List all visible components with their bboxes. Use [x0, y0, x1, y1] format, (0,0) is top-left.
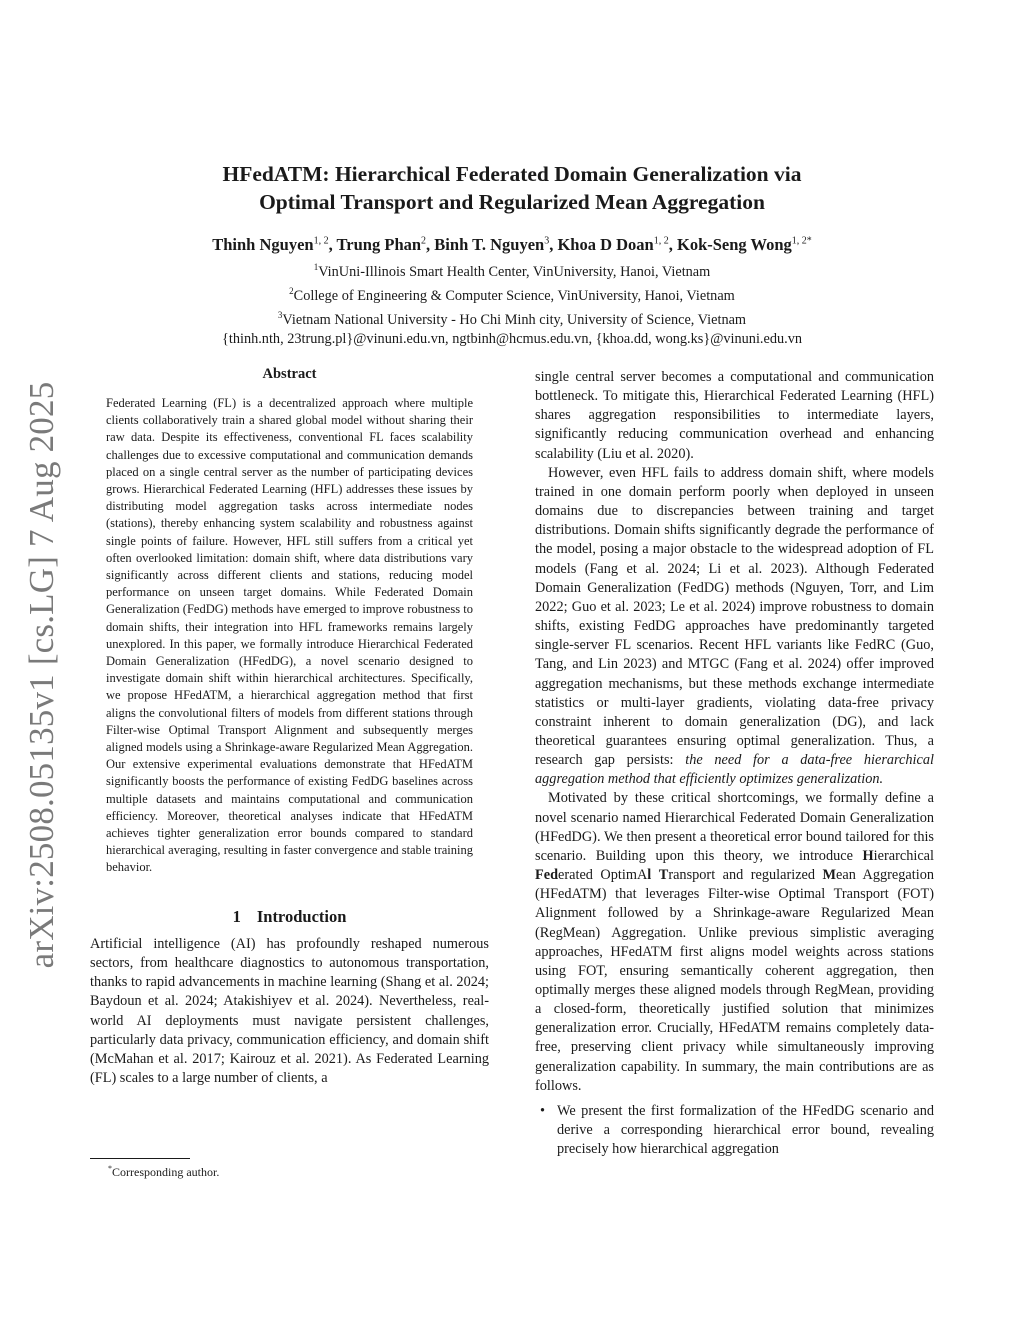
paper-title [100, 160, 924, 216]
intro-paragraph-1: Artificial intelligence (AI) has profoundly reshaped numerous sectors, from healthcare diagnostics to autonomous transportation, thanks to rapid advancements in machine learning (Shang et al. 2024; Baydoun et al. 2024; Atakishiyev et al. 2024). Nevertheless, real-world AI deployments must navigate persistent challenges, particularly data privacy, communication efficiency, and domain shift (McMahan et al. 2017; Kairouz et al. 2021). As Federated Learning (FL) scales to a large number of clients, a [90, 935, 489, 1087]
bullet-icon: • [540, 1102, 546, 1119]
author: Khoa D Doan$^{1, 2}$, [557, 234, 677, 254]
title-line-1: HFedATM: Hierarchical Federated Domain Generalization via [222, 162, 802, 186]
affiliation: $^2$College of Engineering & Computer Science, VinUniversity, Hanoi, Vietnam [289, 286, 735, 304]
abstract-heading: Abstract [262, 366, 317, 382]
title-line-2: Optimal Transport and Regularized Mean Aggregation [259, 190, 765, 214]
section-heading-introduction [90, 907, 489, 927]
footnote-text: Corresponding author. [112, 1165, 220, 1179]
intro-paragraph-3: Motivated by these critical shortcomings, we formally define a novel scenario named Hierarchical Federated Domain Generalization (HFedDG). We then present a theoretical error bound tailored for this scenario. Building upon this theory, we introduce Hierarchical Federated OptimAl Transport and regularized Mean Aggregation (HFedATM) that leverages Filter-wise Optimal Transport (FOT) Alignment followed by a Shrinkage-aware Regularized Mean (RegMean) Aggregation. Unlike previous simplistic averaging approaches, HFedATM first aligns model weights across stations using FOT, ensuring semantically coherent aggregation, then optimally merges these aligned models through RegMean, providing a closed-form, theoretically justified solution that minimizes generalization error. Crucially, HFedATM remains completely data-free, preserving client privacy while simultaneously improving generalization capability. In summary, the main contributions are as follows. [535, 790, 935, 1094]
author: Kok-Seng Wong$^{1, 2*}$ [676, 234, 812, 254]
intro-paragraph-1-continued: single central server becomes a computational and communication bottleneck. To mitigate this, Hierarchical Federated Learning (HFL) shares aggregation responsibilities to intermediate layers, significantly reducing communication overhead and enhancing scalability (Liu et al. 2020). [535, 369, 934, 462]
footnote-divider [90, 1158, 190, 1159]
left-column [90, 366, 489, 1088]
arxiv-identifier-text: arXiv:2508.05135v1 [cs.LG] 7 Aug 2025 [22, 381, 61, 969]
right-column [535, 368, 934, 1160]
affiliations [100, 258, 924, 349]
section-title: Introduction [256, 906, 347, 926]
author-emails: {thinh.nth, 23trung.pl}@vinuni.edu.vn, ngtbinh@hcmus.edu.vn, {khoa.dd, wong.ks}@vinuni.edu.vn [221, 331, 802, 348]
footnote [108, 1161, 219, 1180]
affiliation: $^3$Vietnam National University - Ho Chi Minh city, University of Science, Vietnam [277, 310, 747, 328]
research-gap-emphasis: the need for a data-free hierarchical aggregation method that efficiently optimizes generalization. [535, 752, 934, 788]
author: Trung Phan$^2$, [336, 234, 435, 254]
author: Thinh Nguyen$^{1, 2}$, [212, 234, 337, 254]
affiliation: $^1$VinUni-Illinois Smart Health Center, VinUniversity, Hanoi, Vietnam [313, 262, 711, 280]
arxiv-identifier [12, 380, 72, 970]
author-list [100, 230, 924, 256]
footnote-mark: * [108, 1164, 112, 1173]
author: Binh T. Nguyen$^3$, [434, 234, 558, 254]
intro-paragraph-2: However, even HFL fails to address domain shift, where models trained in one domain perform poorly when deployed in unseen domains due to discrepancies between training and target distributions. Domain shifts significantly degrade the performance of the model, posing a major obstacle to the widespread adoption of FL models (Fang et al. 2024; Li et al. 2023). Although Federated Domain Generalization (FedDG) methods (Nguyen, Torr, and Lim 2022; Guo et al. 2023; Le et al. 2024) improve robustness to domain shifts, existing FedDG approaches have predominantly targeted single-server FL scenarios. Recent HFL variants like FedRC (Guo, Tang, and Lin 2023) and MTGC (Fang et al. 2024) offer improved aggregation mechanisms, but these methods exchange intermediate statistics or multi-layer gradients, violating data-free privacy constraint inherent to domain generalization (DG), and lack theoretical guarantees ensuring optimal generalization. Thus, a research gap persists: the need for a data-free hierarchical aggregation method that efficiently optimizes generalization. [535, 464, 934, 788]
abstract-text: Federated Learning (FL) is a decentralized approach where multiple clients collaboratively train a shared global model without sharing their raw data. Despite its effectiveness, conventional FL faces scalability challenges due to excessive computational and communication demands placed on a single central server as the number of participating devices grows. Hierarchical Federated Learning (HFL) addresses these issues by distributing model aggregation tasks across intermediate nodes (stations), thereby enhancing system scalability and robustness against single points of failure. However, HFL still suffers from a critical yet often overlooked limitation: domain shift, where data distributions vary significantly across different clients and stations, reducing model performance on unseen target domains. While Federated Domain Generalization (FedDG) methods have emerged to improve robustness to domain shifts, their integration into HFL frameworks remains largely unexplored. In this paper, we formally introduce Hierarchical Federated Domain Generalization (HFedDG), a novel scenario designed to investigate domain shift within hierarchical architectures. Specifically, we propose HFedATM, a hierarchical aggregation method that first aligns the convolutional filters of models from different stations through Filter-wise Optimal Transport Alignment and subsequently merges aligned models using a Shrinkage-aware Regularized Mean Aggregation. Our extensive experimental evaluations demonstrate that HFedATM significantly boosts the performance of existing FedDG baselines across multiple datasets and maintains computational and communication efficiency. Moreover, theoretical analyses indicate that HFedATM achieves tighter generalization error bounds compared to standard hierarchical averaging, resulting in faster convergence and stable training behavior. [106, 396, 473, 875]
section-number: 1 [232, 906, 241, 926]
contribution-bullet: • We present the first formalization of the HFedDG scenario and derive a corresponding hierarchical error bound, revealing precisely how hierarchical aggregation [540, 1102, 934, 1158]
